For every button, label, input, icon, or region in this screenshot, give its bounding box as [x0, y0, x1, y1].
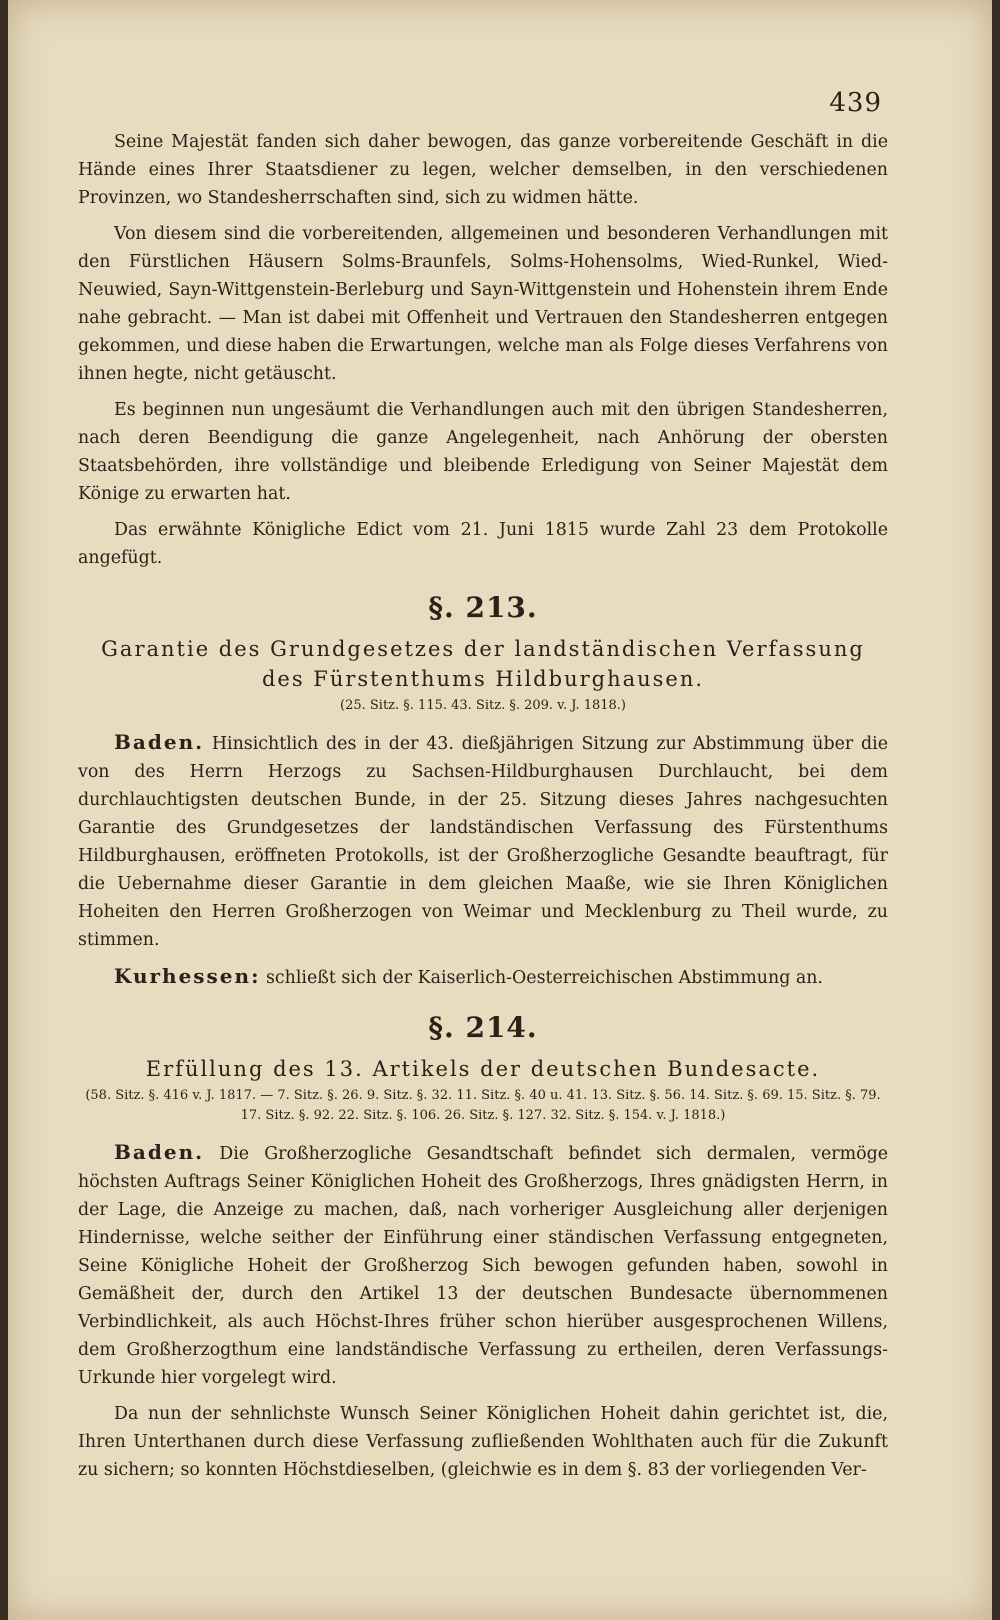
page-number: 439 — [829, 88, 882, 118]
section-heading-214: §. 214. — [428, 1011, 538, 1044]
paragraph: Es beginnen nun ungesäumt die Verhandlungen auch mit den übrigen Standesherren, nach deren Beendigung die ganze Angelegenheit, nach Anhörung der obersten Staatsbehörden, ihre vollständige und bleibende Erledigung von Seiner Majestät dem Könige zu erwarten hat. — [78, 400, 888, 504]
paragraph: Das erwähnte Königliche Edict vom 21. Juni 1815 wurde Zahl 23 dem Protokolle angefügt. — [78, 520, 888, 568]
paragraph: Seine Majestät fanden sich daher bewogen, das ganze vorbereitende Geschäft in die Hände eines Ihrer Staatsdiener zu legen, welcher demselben, in den verschiedenen Provinzen, wo Standesherrschaften sind, sich zu widmen hätte. — [78, 132, 888, 208]
paragraph-text: Hinsichtlich des in der 43. dießjährigen Sitzung zur Abstimmung über die von des Herrn Herzogs zu Sachsen-Hildburghausen Durchlaucht, bei dem durchlauchtigsten deutschen Bunde, in der 25. Sitzung dieses Jahres nachgesuchten Garantie des Grundgesetzes der landständischen Verfassung des Fürstenthums Hildburghausen, eröffneten Protokolls, ist der Großherzogliche Gesandte beauftragt, für die Uebernahme dieser Garantie in dem gleichen Maaße, wie sie Ihren Königlichen Hoheiten den Herren Großherzogen von Weimar und Mecklenburg zu Theil wurde, zu stimmen. — [78, 734, 888, 950]
paragraph — [78, 962, 888, 992]
paragraph — [78, 728, 888, 954]
paragraph — [78, 1138, 888, 1392]
paragraph: Von diesem sind die vorbereitenden, allgemeinen und besonderen Verhandlungen mit den Fürstlichen Häusern Solms-Braunfels, Solms-Hohensolms, Wied-Runkel, Wied-Neuwied, Sayn-Wittgenstein-Berleburg und Sayn-Wittgenstein und Hohenstein ihrem Ende nahe gebracht. — Man ist dabei mit Offenheit und Vertrauen den Standesherren entgegen gekommen, und diese haben die Erwartungen, welche man als Folge dieses Verfahrens von ihnen hegte, nicht getäuscht. — [78, 224, 888, 384]
section-references-213: (25. Sitz. §. 115. 43. Sitz. §. 209. v. J. 1818.) — [340, 698, 626, 713]
paragraph: Da nun der sehnlichste Wunsch Seiner Königlichen Hoheit dahin gerichtet ist, die, Ihren Unterthanen durch diese Verfassung zufließenden Wohlthaten auch für die Zukunft zu sichern; so konnten Höchstdieselben, (gleichwie es in dem §. 83 der vorliegenden Ver- — [78, 1404, 888, 1480]
document-page — [8, 0, 992, 1620]
section-title-214: Erfüllung des 13. Artikels der deutschen Bundesacte. — [145, 1057, 821, 1081]
section-title-213: Garantie des Grundgesetzes der landständischen Verfassung des Fürstenthums Hildburghausen. — [101, 637, 865, 691]
state-name: Baden. — [114, 1140, 205, 1164]
paragraph-text: Die Großherzogliche Gesandtschaft befindet sich dermalen, vermöge höchsten Auftrags Seiner Königlichen Hoheit des Großherzogs, Ihres gnädigsten Herrn, in der Lage, die Anzeige zu machen, daß, nach vorheriger Ausgleichung aller derjenigen Hindernisse, welche seither der Einführung einer ständischen Verfassung entgegneten, Seine Königliche Hoheit der Großherzog Sich bewogen gefunden haben, sowohl in Gemäßheit der, durch den Artikel 13 der deutschen Bundesacte übernommenen Verbindlichkeit, als auch Höchst-Ihres früher schon hierüber ausgesprochenen Willens, dem Großherzogthum eine landständische Verfassung zu ertheilen, deren Verfassungs-Urkunde hier vorgelegt wird. — [78, 1144, 888, 1388]
state-name: Kurhessen: — [114, 964, 261, 988]
section-references-214: (58. Sitz. §. 416 v. J. 1817. — 7. Sitz. §. 26. 9. Sitz. §. 32. 11. Sitz. §. 40 u. 41. 13. Sitz. §. 56. 14. Sitz. §. 69. 15. Sitz. §. 79. 17. Sitz. §. 92. 22. Sitz. §. 106. 26. Sitz. §. 127. 32. Sitz. §. 154. v. J. 1818.) — [85, 1088, 881, 1123]
state-name: Baden. — [114, 730, 205, 754]
section-heading-213: §. 213. — [428, 591, 538, 624]
paragraph-text: schließt sich der Kaiserlich-Oesterreichischen Abstimmung an. — [266, 968, 823, 988]
page-content — [78, 128, 888, 1492]
